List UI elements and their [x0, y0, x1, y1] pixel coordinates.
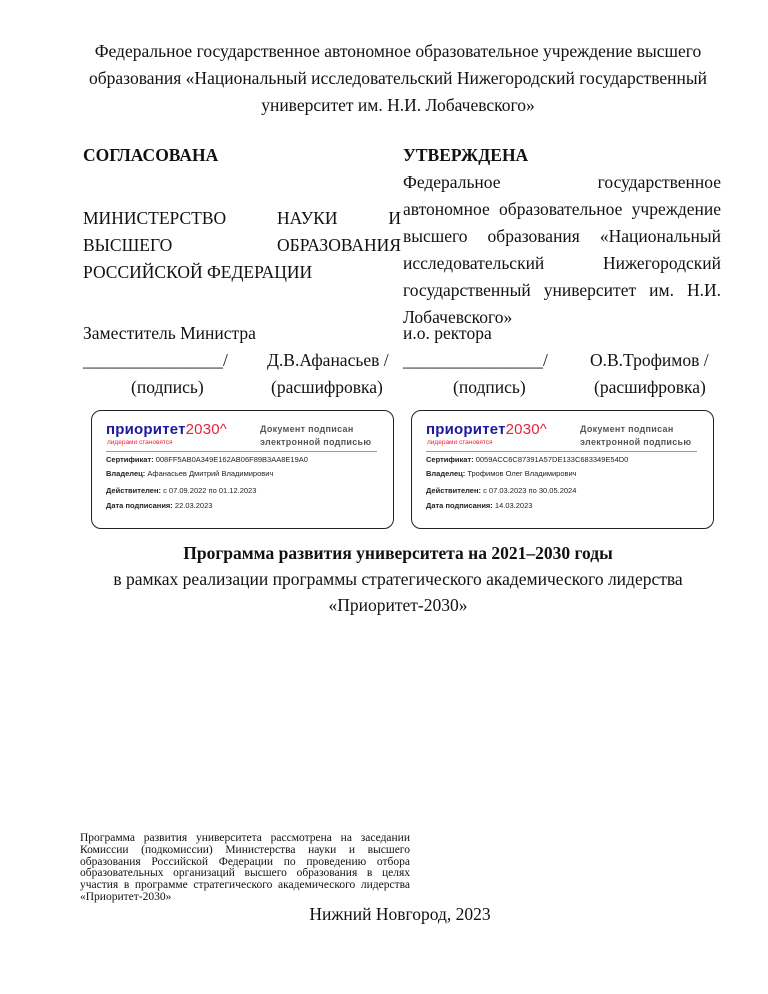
- stamp-certificate: Сертификат: 0059ACC6C87391A57DE133C683349E54D0: [426, 455, 629, 464]
- org-word: Федеральное: [403, 172, 501, 192]
- approval-left-org-line1: [83, 205, 401, 232]
- stamp-certificate: Сертификат: 008FF5AB0A349E162AB06F89B3AA8E19A0: [106, 455, 308, 464]
- approval-right-org: [403, 169, 721, 331]
- org-word: И: [388, 208, 401, 228]
- approval-right-org-line1: [403, 169, 721, 196]
- stamp-validity: Действителен: с 07.03.2023 по 30.05.2024: [426, 486, 577, 495]
- city-year: Нижний Новгород, 2023: [309, 904, 491, 924]
- approval-right-sign-name: О.В.Трофимов /: [590, 350, 709, 370]
- approval-left-org-line3: РОССИЙСКОЙ ФЕДЕРАЦИИ: [83, 262, 313, 282]
- stamp-sign-date: Дата подписания: 22.03.2023: [106, 501, 213, 510]
- approval-left-sign-name: Д.В.Афанасьев /: [267, 350, 389, 370]
- approval-right-org-rest: автономное образовательное учреждение высшего образования «Национальный исследовательский Нижегородский государственный университет им. Н.И. Лобачевского»: [403, 199, 721, 327]
- program-subtitle-line2: «Приоритет-2030»: [328, 595, 468, 615]
- institution-header: Федеральное государственное автономное образовательное учреждение высшего образования «Национальный исследовательский Нижегородский государственный университет им. Н.И. Лобачевского»: [89, 41, 707, 115]
- approval-left-position: Заместитель Министра: [83, 323, 256, 343]
- stamp-divider: [106, 451, 377, 452]
- signed-notice: Документ подписан электронной подписью: [580, 424, 692, 447]
- approval-left-caption-sign: (подпись): [131, 377, 204, 397]
- signed-notice: Документ подписан электронной подписью: [260, 424, 372, 447]
- approval-left-sign-blank: ________________/: [83, 350, 228, 370]
- priority-2030-logo: приоритет2030^: [426, 421, 548, 438]
- stamp-owner: Владелец: Афанасьев Дмитрий Владимирович: [106, 469, 274, 478]
- approval-right-sign-blank: ________________/: [403, 350, 548, 370]
- stamp-owner: Владелец: Трофимов Олег Владимирович: [426, 469, 577, 478]
- approval-left-heading: СОГЛАСОВАНА: [83, 145, 219, 165]
- approval-right-heading: УТВЕРЖДЕНА: [403, 145, 529, 165]
- approval-right-position: и.о. ректора: [403, 323, 492, 343]
- stamp-sign-date: Дата подписания: 14.03.2023: [426, 501, 533, 510]
- org-word: НАУКИ: [277, 208, 338, 228]
- e-signature-stamp-right: [411, 410, 714, 529]
- org-word: ВЫСШЕГО: [83, 235, 173, 255]
- commission-footnote: Программа развития университета рассмотрена на заседании Комиссии (подкомиссии) Министерства науки и высшего образования Российской Федерации по проведению отбора образовательных организаций высшего образования в целях участия в программе стратегического академического лидерства «Приоритет-2030»: [80, 832, 410, 903]
- stamp-validity: Действителен: с 07.09.2022 по 01.12.2023: [106, 486, 257, 495]
- program-title: Программа развития университета на 2021–2030 годы: [183, 543, 613, 563]
- org-word: ОБРАЗОВАНИЯ: [277, 235, 401, 255]
- org-word: МИНИСТЕРСТВО: [83, 208, 227, 228]
- approval-left-caption-decode: (расшифровка): [271, 377, 383, 397]
- e-signature-stamp-left: [91, 410, 394, 529]
- stamp-divider: [426, 451, 697, 452]
- approval-right-caption-decode: (расшифровка): [594, 377, 706, 397]
- program-subtitle-line1: в рамках реализации программы стратегического академического лидерства: [113, 569, 683, 589]
- priority-2030-logo: приоритет2030^: [106, 421, 228, 438]
- logo-tagline: лидерами становятся: [427, 439, 493, 446]
- org-word: государственное: [597, 172, 721, 192]
- logo-tagline: лидерами становятся: [107, 439, 173, 446]
- approval-right-caption-sign: (подпись): [453, 377, 526, 397]
- approval-left-org-line2: [83, 232, 401, 259]
- approval-left-org: [83, 205, 401, 286]
